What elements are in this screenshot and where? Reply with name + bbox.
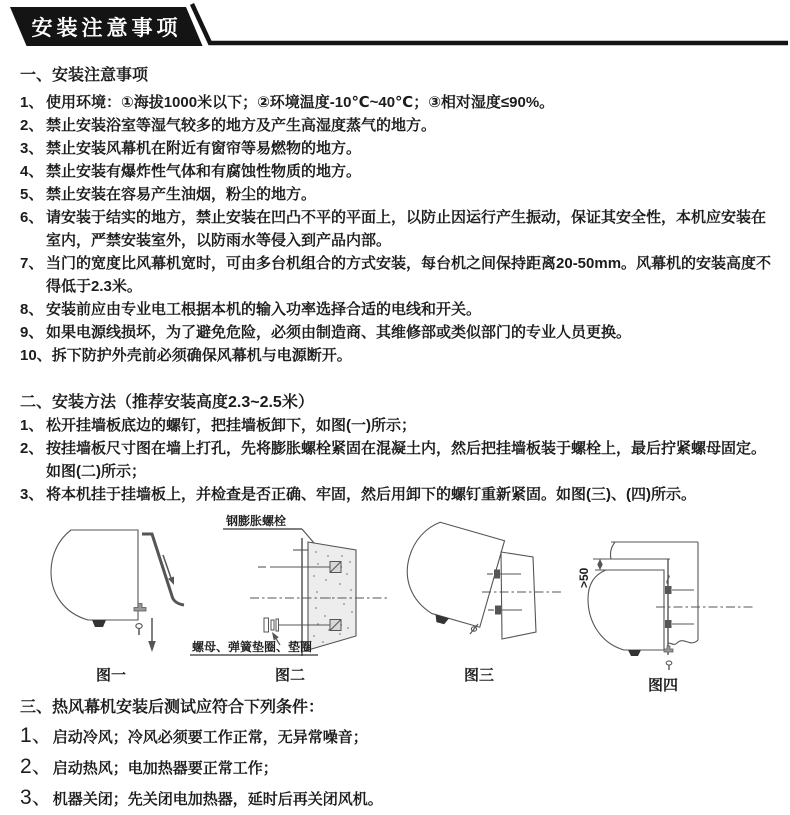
item-text: 当门的宽度比风幕机宽时，可由多台机组合的方式安装，每台机之间保持距离20-50mm。风幕机的安装高度不得低于2.3米。: [46, 255, 772, 295]
list-item: [20, 344, 772, 367]
list-item: [20, 483, 772, 506]
figure-four: [568, 512, 758, 695]
figure-two-diagram: [190, 512, 390, 662]
figures-row: [20, 512, 772, 694]
expansion-bolt-label: 钢膨胀螺栓: [226, 514, 287, 528]
item-text: 禁止安装风幕机在附近有窗帘等易燃物的地方。: [46, 140, 362, 157]
item-number: 7、: [20, 255, 44, 272]
figure-caption: 图二: [274, 667, 305, 684]
item-text: 禁止安装有爆炸性气体和有腐蚀性物质的地方。: [46, 163, 362, 180]
wall-sheet: [611, 542, 699, 644]
item-text: 禁止安装浴室等湿气较多的地方及产生高湿度蒸气的地方。: [46, 117, 437, 134]
list-item: [20, 783, 772, 814]
list-item: [20, 298, 772, 321]
item-number: 1、: [20, 724, 53, 747]
list-item: [20, 752, 772, 783]
list-item: [20, 114, 772, 137]
item-number: 5、: [20, 186, 44, 203]
tilted-machine: [394, 517, 504, 634]
item-number: 2、: [20, 117, 44, 134]
list-item: [20, 252, 772, 298]
list-item: [20, 91, 772, 114]
mounted-machine: [588, 570, 664, 650]
lower-expansion-bolt: [264, 618, 342, 632]
item-text: 机器关闭；先关闭电加热器，延时后再关闭风机。: [52, 791, 383, 808]
item-text: 禁止安装在容易产生油烟，粉尘的地方。: [46, 186, 317, 203]
concrete-wall: [308, 542, 356, 650]
section-heading: 二、安装方法（推荐安装高度2.3~2.5米）: [20, 394, 314, 411]
wall-plate-bracket: [142, 534, 184, 605]
figure-two: [190, 512, 390, 685]
item-text: 松开挂墙板底边的螺钉，把挂墙板卸下，如图(一)所示；: [46, 417, 416, 434]
figure-caption: 图三: [463, 667, 494, 684]
nut-washer-label: 螺母、弹簧垫圈、垫圈: [192, 640, 313, 654]
item-number: 3、: [20, 786, 53, 809]
header-banner: [0, 0, 790, 50]
figure-one-diagram: [36, 512, 186, 662]
item-text: 安装前应由专业电工根据本机的输入功率选择合适的电线和开关。: [46, 301, 482, 318]
item-number: 1、: [20, 94, 44, 111]
list-item: [20, 414, 772, 437]
section-installation-method: [20, 391, 772, 506]
item-text: 如果电源线损坏，为了避免危险，必须由制造商、其维修部或类似部门的专业人员更换。: [46, 324, 632, 341]
screw-icon: [666, 661, 672, 670]
figure-caption: 图一: [95, 667, 126, 684]
list-item: [20, 437, 772, 483]
wall-plate: [501, 552, 536, 639]
list-item: [20, 183, 772, 206]
item-text: 启动热风；电加热器要正常工作；: [52, 760, 278, 777]
nut-icon: [134, 604, 146, 612]
item-text: 请安装于结实的地方，禁止安装在凹凸不平的平面上，以防止因运行产生振动，保证其安全性，本机应安装在室内，严禁安装室外，以防雨水等侵入到产品内部。: [46, 209, 767, 249]
section-heading: 三、热风幕机安装后测试应符合下列条件：: [20, 699, 325, 716]
item-number: 2、: [20, 440, 44, 457]
item-text: 使用环境：①海拔1000米以下；②环境温度-10℃~40℃；③相对湿度≤90%。: [46, 94, 555, 111]
item-number: 2、: [20, 755, 53, 778]
figure-caption: 图四: [647, 677, 678, 694]
item-text: 将本机挂于挂墙板上，并检查是否正确、牢固，然后用卸下的螺钉重新紧固。如图(三)、(四)所示。: [46, 486, 696, 503]
item-number: 4、: [20, 163, 44, 180]
figure-four-diagram: [568, 512, 758, 672]
list-item: [20, 321, 772, 344]
figure-one: [36, 512, 186, 685]
arrow-down-icon: [148, 618, 156, 652]
list-item: [20, 160, 772, 183]
item-number: 6、: [20, 209, 44, 226]
gap-dimension-label: >50: [577, 567, 591, 588]
figure-three: [394, 512, 564, 685]
item-number: 10、: [20, 347, 52, 364]
item-number: 8、: [20, 301, 44, 318]
item-number: 9、: [20, 324, 44, 341]
section-heading: 一、安装注意事项: [20, 67, 149, 84]
item-text: 按挂墙板尺寸图在墙上打孔，先将膨胀螺栓紧固在混凝土内，然后把挂墙板装于螺栓上，最后拧紧螺母固定。如图(二)所示；: [46, 440, 767, 480]
list-item: [20, 137, 772, 160]
list-item: [20, 721, 772, 752]
section-precautions: [20, 64, 772, 367]
item-number: 3、: [20, 140, 44, 157]
item-number: 3、: [20, 486, 44, 503]
banner-shape: [10, 7, 203, 46]
item-number: 1、: [20, 417, 44, 434]
item-text: 拆下防护外壳前必须确保风幕机与电源断开。: [51, 347, 352, 364]
figure-three-diagram: [394, 512, 564, 662]
screw-icon: [136, 624, 142, 635]
page-title: 安装注意事项: [31, 16, 182, 40]
item-text: 启动冷风；冷风必须要工作正常，无异常噪音；: [52, 729, 368, 746]
nut-icon: [664, 646, 673, 652]
machine-foot: [92, 620, 106, 627]
list-item: [20, 206, 772, 252]
section-test-conditions: [20, 696, 772, 814]
